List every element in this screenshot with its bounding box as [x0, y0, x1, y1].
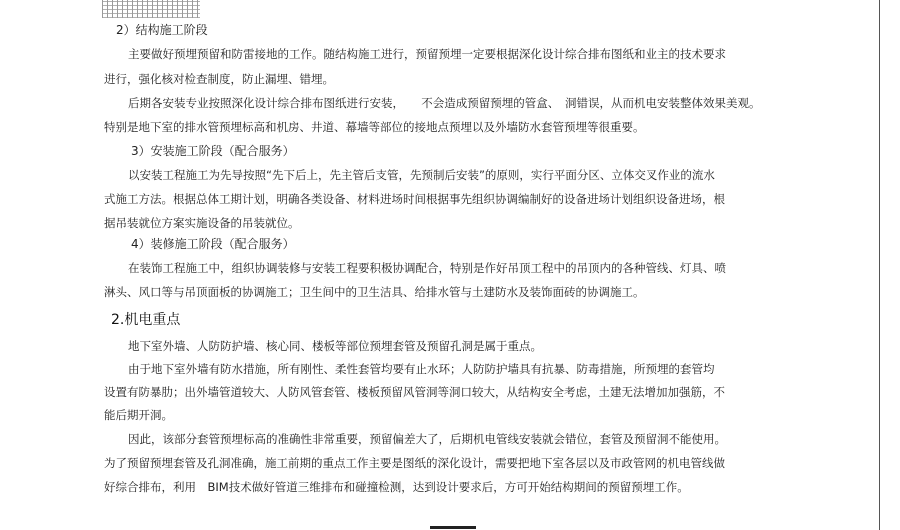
- subheading-decoration-stage: 4）装修施工阶段（配合服务）: [131, 237, 295, 251]
- paragraph-line: 进行，强化核对检查制度，防止漏埋、错埋。: [104, 72, 334, 86]
- paragraph-line: 后期各安装专业按照深化设计综合排布图纸进行安装， 不会造成预留预埋的管盒、 洞错误，从而机电安装整体效果美观。: [128, 96, 761, 110]
- footer-rule: [430, 526, 476, 529]
- page-edge-divider: [879, 0, 880, 530]
- subheading-structure-stage: 2）结构施工阶段: [116, 23, 208, 37]
- section-heading-mep-key-points: 2.机电重点: [111, 312, 181, 328]
- paragraph-line: 在装饰工程施工中，组织协调装修与安装工程要积极协调配合，特别是作好吊顶工程中的吊顶内的各种管线、灯具、喷: [128, 261, 726, 275]
- paragraph-line: 因此，该部分套管预埋标高的准确性非常重要，预留偏差大了，后期机电管线安装就会错位，套管及预留洞不能使用。: [128, 432, 726, 446]
- paragraph-line: 淋头、风口等与吊顶面板的协调施工；卫生间中的卫生洁具、给排水管与土建防水及装饰面砖的协调施工。: [104, 285, 645, 299]
- subheading-installation-stage: 3）安装施工阶段（配合服务）: [131, 144, 295, 158]
- header-artifact: [102, 0, 200, 18]
- paragraph-line: 以安装工程施工为先导按照“先下后上，先主管后支管，先预制后安装”的原则，实行平面分区、立体交叉作业的流水: [128, 168, 715, 182]
- paragraph-line: 能后期开洞。: [104, 408, 173, 422]
- paragraph-line: 式施工方法。根据总体工期计划，明确各类设备、材料进场时间根据事先组织协调编制好的设备进场计划组织设备进场，根: [104, 192, 725, 206]
- paragraph-line: 特别是地下室的排水管预埋标高和机房、井道、幕墙等部位的接地点预埋以及外墙防水套管预埋等很重要。: [104, 120, 645, 134]
- paragraph-line: 由于地下室外墙有防水措施，所有刚性、柔性套管均要有止水环；人防防护墙具有抗暴、防毒措施，所预埋的套管均: [128, 362, 715, 376]
- paragraph-line: 据吊装就位方案实施设备的吊装就位。: [104, 216, 300, 230]
- paragraph-line: 好综合排布，利用 BIM技术做好管道三维排布和碰撞检测，达到设计要求后，方可开始结构期间的预留预埋工作。: [104, 480, 689, 494]
- paragraph-line: 主要做好预埋预留和防雷接地的工作。随结构施工进行，预留预埋一定要根据深化设计综合排布图纸和业主的技术要求: [128, 47, 726, 61]
- paragraph-line: 为了预留预埋套管及孔洞准确，施工前期的重点工作主要是图纸的深化设计，需要把地下室各层以及市政管网的机电管线做: [104, 456, 725, 470]
- paragraph-line: 设置有防暴肋；出外墙管道较大、人防风管套管、楼板预留风管洞等洞口较大，从结构安全考虑，土建无法增加加强筋，不: [104, 385, 725, 399]
- paragraph-line: 地下室外墙、人防防护墙、核心同、楼板等部位预埋套管及预留孔洞是属于重点。: [128, 339, 542, 353]
